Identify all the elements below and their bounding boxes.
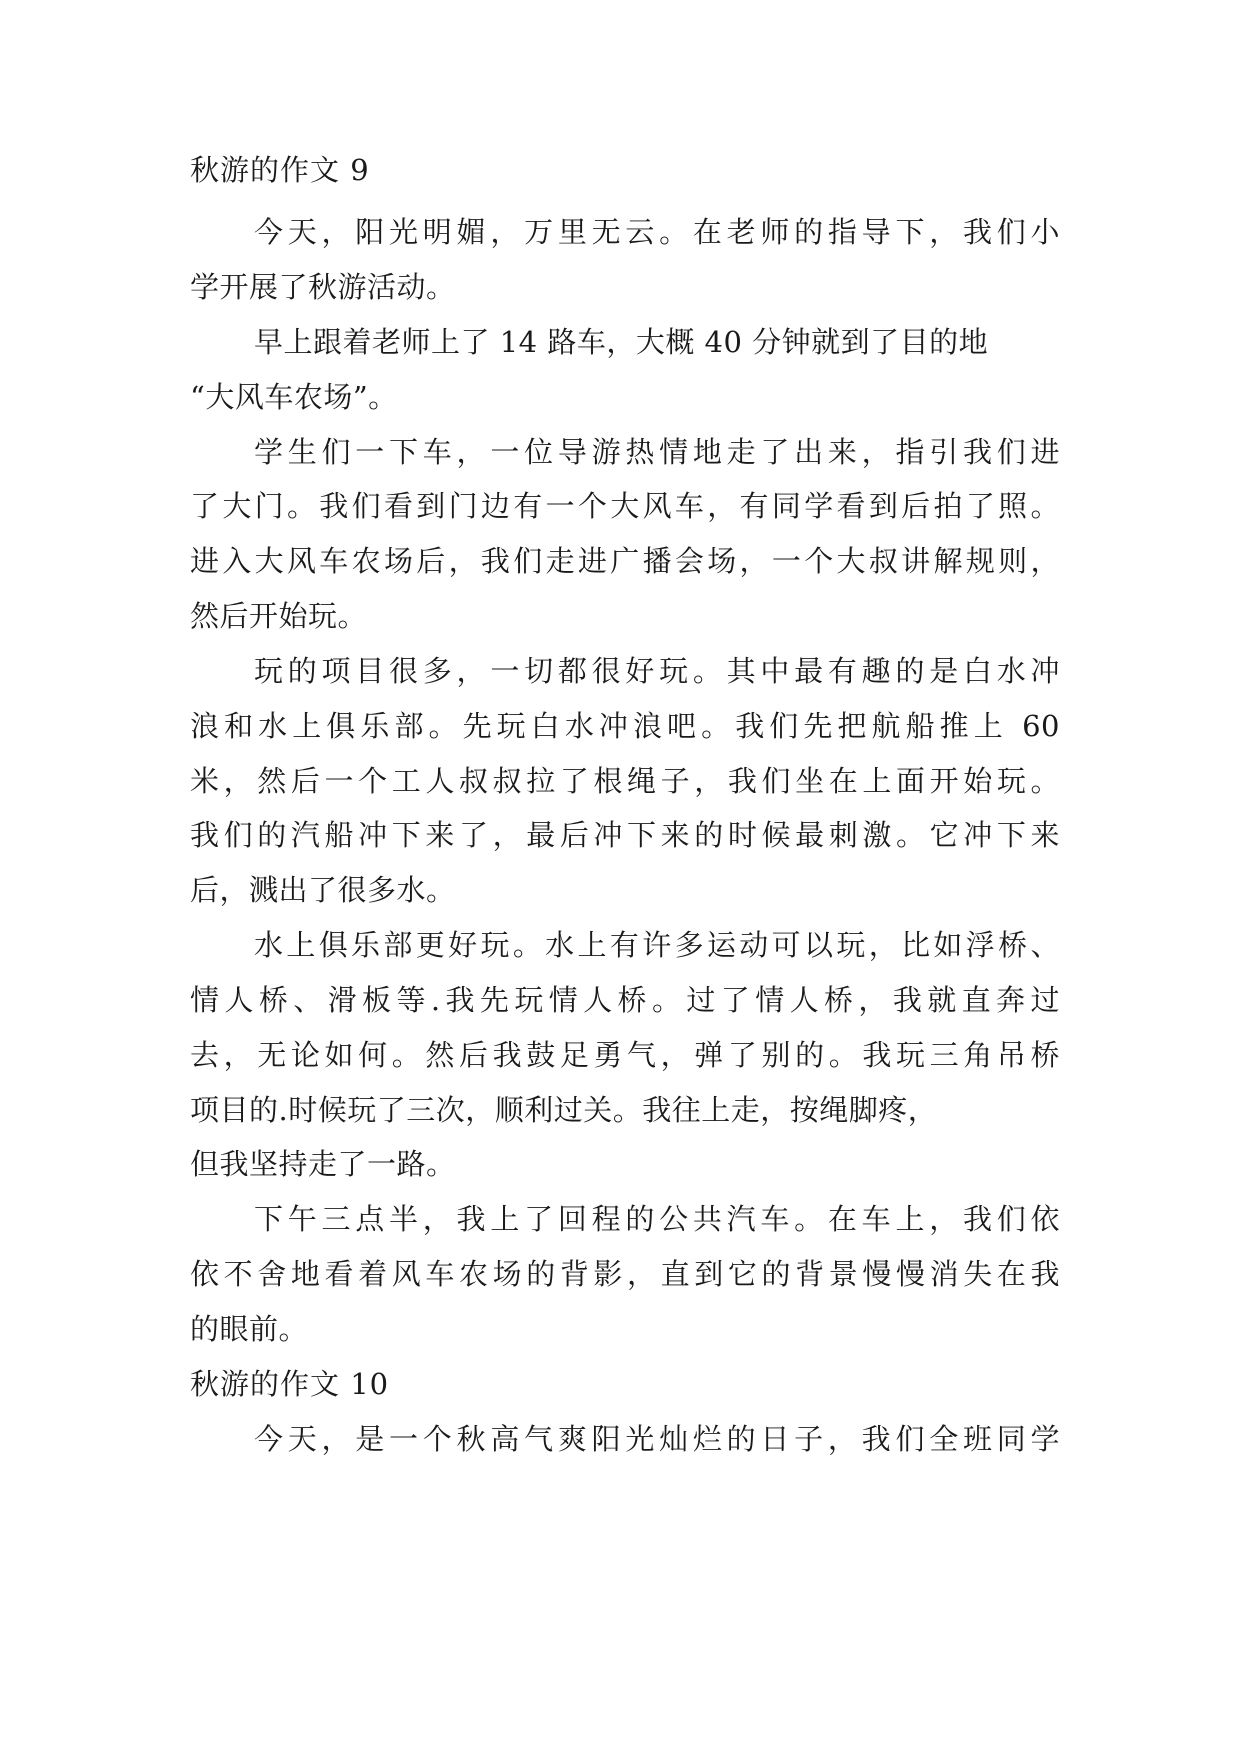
essay-9-line-16: 去，无论如何。然后我鼓足勇气，弹了别的。我玩三角吊桥: [190, 1038, 1060, 1072]
essay-9-line-4: “大风车农场”。: [190, 380, 398, 414]
essay-9-line-8: 然后开始玩。: [190, 599, 368, 633]
essay-9-line-21: 的眼前。: [190, 1312, 309, 1346]
essay-10-line-1: 今天，是一个秋高气爽阳光灿烂的日子，我们全班同学: [254, 1422, 1060, 1456]
essay-9-line-1: 今天，阳光明媚，万里无云。在老师的指导下，我们小: [254, 215, 1060, 249]
essay-9-line-7: 进入大风车农场后，我们走进广播会场，一个大叔讲解规则，: [190, 544, 1060, 578]
essay-9-title: 秋游的作文 9: [190, 153, 370, 187]
essay-9-line-11: 米，然后一个工人叔叔拉了根绳子，我们坐在上面开始玩。: [190, 764, 1060, 798]
essay-9-line-20: 依不舍地看着风车农场的背影，直到它的背景慢慢消失在我: [190, 1257, 1060, 1291]
essay-9-line-15: 情人桥、滑板等.我先玩情人桥。过了情人桥，我就直奔过: [190, 983, 1060, 1017]
essay-9-line-6: 了大门。我们看到门边有一个大风车，有同学看到后拍了照。: [190, 489, 1060, 523]
essay-9-line-5: 学生们一下车，一位导游热情地走了出来，指引我们进: [254, 435, 1060, 469]
essay-9-line-17: 项目的.时候玩了三次，顺利过关。我往上走，按绳脚疼，: [190, 1093, 938, 1127]
essay-9-line-19: 下午三点半，我上了回程的公共汽车。在车上，我们依: [254, 1202, 1060, 1236]
essay-9-line-12: 我们的汽船冲下来了，最后冲下来的时候最刺激。它冲下来: [190, 818, 1060, 852]
essay-9-line-2: 学开展了秋游活动。: [190, 270, 456, 304]
essay-9-line-9: 玩的项目很多，一切都很好玩。其中最有趣的是白水冲: [254, 654, 1060, 688]
essay-9-line-13: 后，溅出了很多水。: [190, 873, 456, 907]
essay-9-line-18: 但我坚持走了一路。: [190, 1147, 456, 1181]
essay-9-line-14: 水上俱乐部更好玩。水上有许多运动可以玩，比如浮桥、: [254, 928, 1060, 962]
essay-10-title: 秋游的作文 10: [190, 1367, 390, 1401]
essay-9-line-3: 早上跟着老师上了 14 路车，大概 40 分钟就到了目的地: [254, 325, 989, 359]
essay-9-line-10: 浪和水上俱乐部。先玩白水冲浪吧。我们先把航船推上 60: [190, 709, 1060, 743]
